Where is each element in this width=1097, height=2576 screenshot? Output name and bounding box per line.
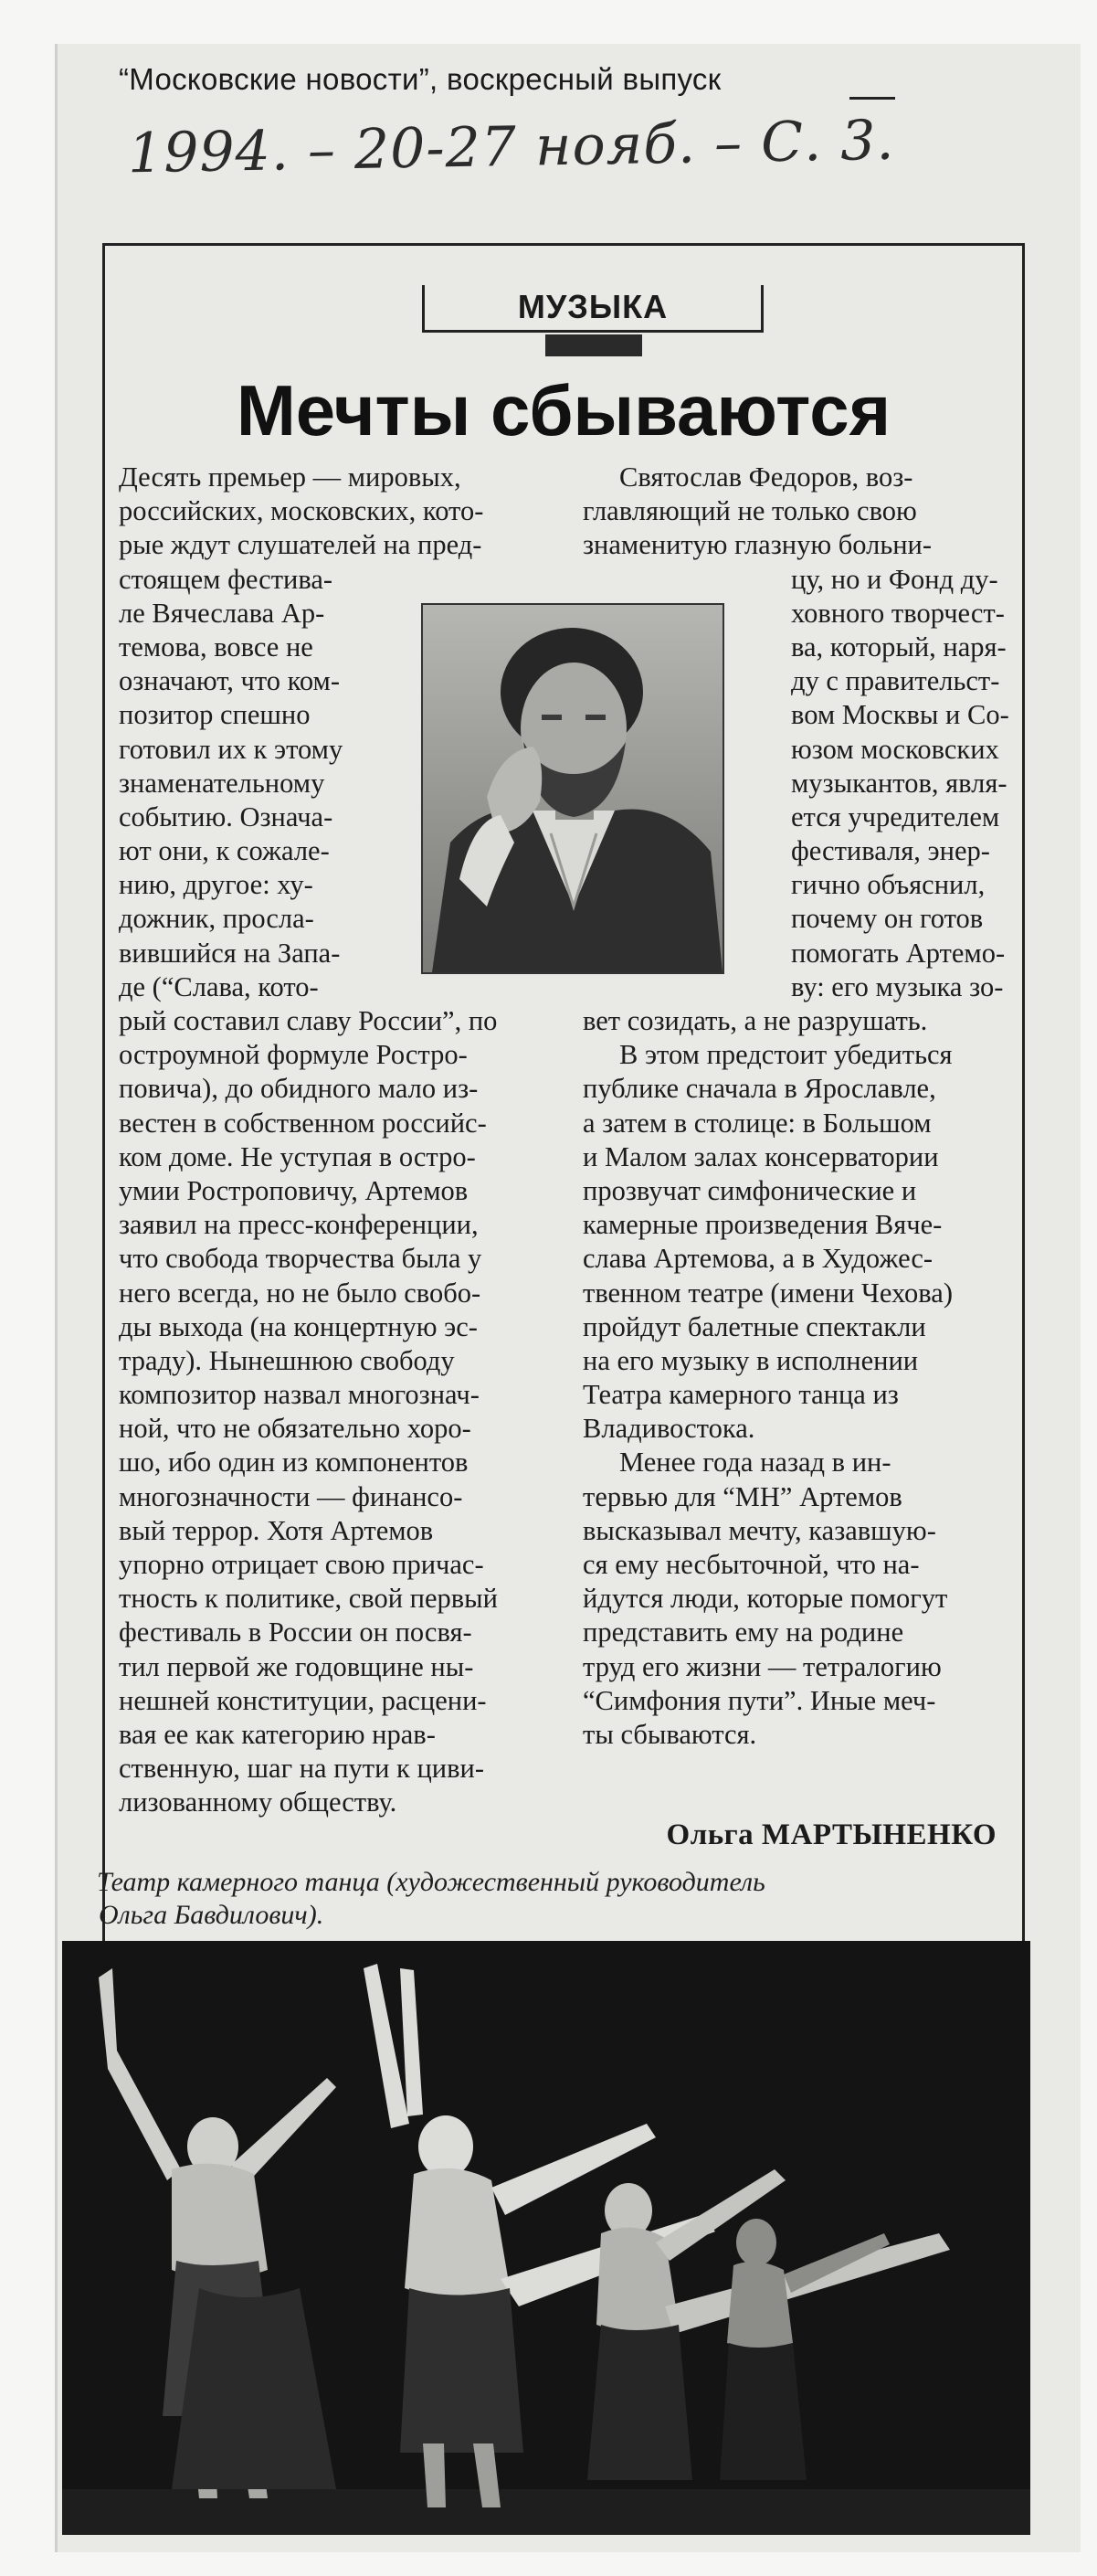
source-rule [849,97,895,100]
text-line: многозначности — финансо- [119,1480,463,1512]
text-line: ты сбываются. [583,1718,757,1750]
text-line: публике сначала в Ярославле, [583,1073,936,1105]
text-line: почему он готов [791,903,984,935]
text-line: гично объяснил, [791,869,986,901]
text-line: ду с правительст- [791,665,1000,697]
text-line: вестен в собственном российс- [119,1107,487,1139]
text-line: ся ему несбыточной, что на- [583,1549,920,1580]
dance-illustration [62,1941,1030,2535]
text-line: вет созидать, а не разрушать. [583,1005,928,1036]
text-line: де (“Слава, кото- [119,970,319,1002]
text-line: упорно отрицает свою причас- [119,1549,484,1580]
text-line: тность к политике, свой первый [119,1583,498,1615]
text-line: что свобода творчества была у [119,1243,482,1275]
text-line: ной, что не обязательно хоро- [119,1413,471,1445]
text-line: и Малом залах консерватории [583,1140,939,1172]
text-line: В этом предстоит убедиться [619,1039,953,1071]
text-line: вившийся на Запа- [119,937,341,969]
rubric-label: МУЗЫКА [422,285,764,333]
text-line: ды выхода (на концертную эс- [119,1310,478,1342]
text-line: труд его жизни — тетралогию [583,1650,942,1682]
text-line: него всегда, но не было свобо- [119,1277,481,1309]
text-line: а затем в столице: в Большом [583,1107,932,1139]
composer-portrait-photo [421,603,724,974]
text-line: дожник, просла- [119,903,314,935]
text-line: на его музыку в исполнении [583,1344,919,1376]
text-line: музыкантов, явля- [791,767,1007,799]
text-line: юзом московских [791,733,999,765]
text-line: заявил на пресс-конференции, [119,1209,479,1241]
text-line: цу, но и Фонд ду- [791,563,998,595]
text-line: повича), до обидного мало из- [119,1073,479,1105]
text-line: тервью для “МН” Артемов [583,1480,902,1512]
text-line: стоящем фестива- [119,563,333,595]
text-line: ком доме. Не уступая в остро- [119,1140,476,1172]
text-line: остроумной формуле Ростро- [119,1039,468,1071]
text-line: знаменательному [119,767,325,799]
text-line: российских, московских, кото- [119,495,484,527]
text-line: ственную, шаг на пути к циви- [119,1753,485,1785]
text-line: нешней конституции, расцени- [119,1684,487,1716]
photo-caption [97,1866,1019,1932]
text-line: умии Ростроповичу, Артемов [119,1174,469,1206]
text-line: Владивостока. [583,1413,755,1445]
text-line: событию. Означа- [119,800,333,832]
text-line: йдутся люди, которые помогут [583,1583,948,1615]
text-line: ва, который, наря- [791,631,1007,663]
text-line: рый составил славу России”, по [119,1005,498,1036]
text-line: “Симфония пути”. Иные меч- [583,1684,936,1716]
text-line: ют они, к сожале- [119,835,330,867]
text-line: Десять премьер — мировых, [119,461,461,493]
text-line: помогать Артемо- [791,937,1006,969]
text-line: композитор назвал многознач- [119,1379,480,1411]
handwritten-date-note: 1994. – 20-27 нояб. – С. 3. [127,108,896,186]
text-line: рые ждут слушателей на пред- [119,529,482,561]
text-line: пройдут балетные спектакли [583,1310,926,1342]
text-line: темова, вовсе не [119,631,313,663]
text-line: камерные произведения Вяче- [583,1209,943,1241]
text-line: слава Артемова, а в Художес- [583,1243,934,1275]
text-line: ховного творчест- [791,597,1005,629]
text-line: знаменитую глазную больни- [583,529,933,561]
text-line: тил первой же годовщине ны- [119,1650,474,1682]
dance-theatre-photo [62,1941,1030,2535]
text-line: означают, что ком- [119,665,341,697]
text-line: Менее года назад в ин- [619,1447,891,1479]
text-line: твенном театре (имени Чехова) [583,1277,954,1309]
caption-line: Театр камерного танца (художественный руководитель [97,1867,765,1897]
text-line: главляющий не только свою [583,495,917,527]
text-line: лизованному обществу. [119,1786,397,1818]
author-signature: Ольга МАРТЫНЕНКО [666,1818,997,1851]
source-line: “Московские новости”, воскресный выпуск [119,62,722,96]
text-line: готовил их к этому [119,733,343,765]
text-line: прозвучат симфонические и [583,1174,917,1206]
text-line: фестиваль в России он посвя- [119,1617,472,1648]
text-line: ле Вячеслава Ар- [119,597,325,629]
text-line: позитор спешно [119,699,311,731]
text-line: ется учредителем [791,800,1000,832]
text-line: фестиваля, энер- [791,835,990,867]
text-line: вый террор. Хотя Артемов [119,1514,434,1546]
text-line: представить ему на родине [583,1617,904,1648]
article-headline: Мечты сбываются [236,370,891,451]
rubric-bar [545,334,642,356]
text-line: вая ее как категорию нрав- [119,1718,436,1750]
caption-line: Ольга Бавдилович). [99,1900,324,1930]
portrait-illustration [423,605,723,972]
text-line: ву: его музыка зо- [791,970,1004,1002]
text-line: шо, ибо один из компонентов [119,1447,469,1479]
text-line: траду). Нынешнюю свободу [119,1344,455,1376]
text-line: высказывал мечту, казавшую- [583,1514,936,1546]
text-line: вом Москвы и Со- [791,699,1009,731]
text-line: нию, другое: ху- [119,869,313,901]
text-line: Святослав Федоров, воз- [619,461,913,493]
text-line: Театра камерного танца из [583,1379,899,1411]
